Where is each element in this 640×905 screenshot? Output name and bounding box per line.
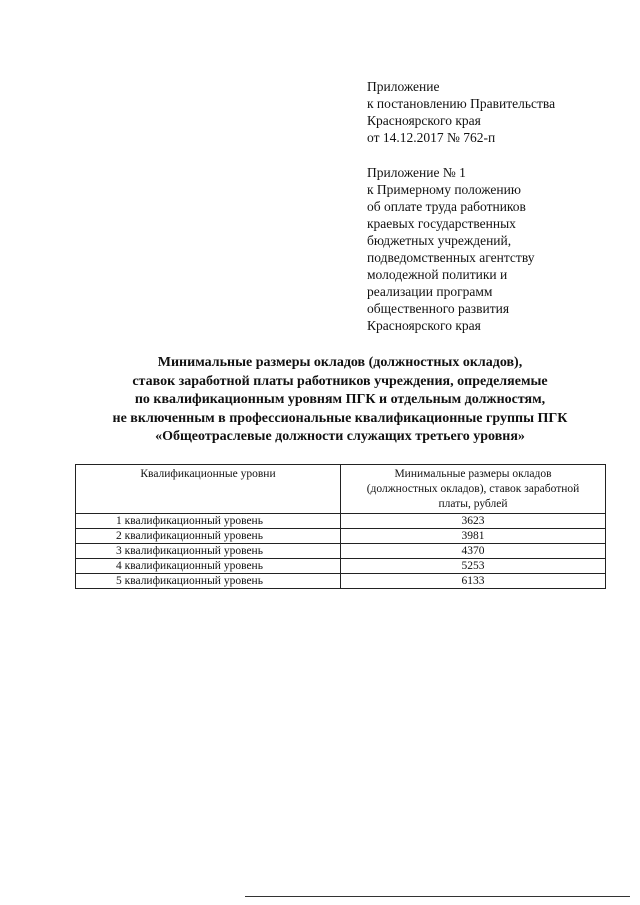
table-row — [76, 544, 606, 559]
annex-line: к Примерному положению — [367, 182, 521, 197]
header-levels: Квалификационные уровни — [76, 465, 341, 514]
title-line: не включенным в профессиональные квалификационные группы ПГК — [112, 410, 568, 426]
level-cell: 2 квалификационный уровень — [76, 529, 341, 544]
level-cell: 3 квалификационный уровень — [76, 544, 341, 559]
annex-government-block — [367, 78, 555, 146]
document-title — [70, 354, 610, 447]
level-cell: 5 квалификационный уровень — [76, 574, 341, 589]
table-header-row — [76, 465, 606, 514]
header-salary — [341, 465, 606, 514]
annex-line: подведомственных агентству — [367, 250, 535, 265]
header-salary-line: платы, рублей — [438, 498, 508, 510]
annex-line: общественного развития — [367, 301, 510, 316]
annex-line: к постановлению Правительства — [367, 96, 556, 111]
table-row — [76, 574, 606, 589]
table-row — [76, 529, 606, 544]
salary-cell: 3623 — [341, 514, 606, 529]
salary-cell: 3981 — [341, 529, 606, 544]
salary-table — [75, 464, 606, 589]
table-row — [76, 559, 606, 574]
table-row — [76, 514, 606, 529]
annex-line: бюджетных учреждений, — [367, 233, 512, 248]
title-line: по квалификационным уровням ПГК и отдельным должностям, — [134, 392, 546, 407]
title-line: Минимальные размеры окладов (должностных окладов), — [157, 355, 523, 370]
annex-line: реализации программ — [367, 284, 493, 299]
title-line: «Общеотраслевые должности служащих третьего уровня» — [155, 429, 525, 444]
annex-line: Приложение — [367, 79, 440, 94]
annex-regulation-block — [367, 164, 534, 334]
annex-line: Красноярского края — [367, 318, 481, 333]
annex-date-line: от 14.12.2017 № 762-п — [367, 130, 496, 145]
header-salary-line: (должностных окладов), ставок заработной — [366, 483, 580, 495]
salary-cell: 6133 — [341, 574, 606, 589]
salary-cell: 5253 — [341, 559, 606, 574]
title-line: ставок заработной платы работников учреждения, определяемые — [132, 373, 548, 389]
annex-number-line: Приложение № 1 — [367, 165, 466, 180]
scan-edge-divider — [245, 896, 630, 897]
annex-line: Красноярского края — [367, 113, 481, 128]
annex-line: краевых государственных — [367, 216, 516, 231]
level-cell: 4 квалификационный уровень — [76, 559, 341, 574]
salary-cell: 4370 — [341, 544, 606, 559]
annex-line: об оплате труда работников — [367, 199, 526, 214]
level-cell: 1 квалификационный уровень — [76, 514, 341, 529]
header-salary-line: Минимальные размеры окладов — [394, 468, 552, 480]
annex-line: молодежной политики и — [367, 267, 508, 282]
